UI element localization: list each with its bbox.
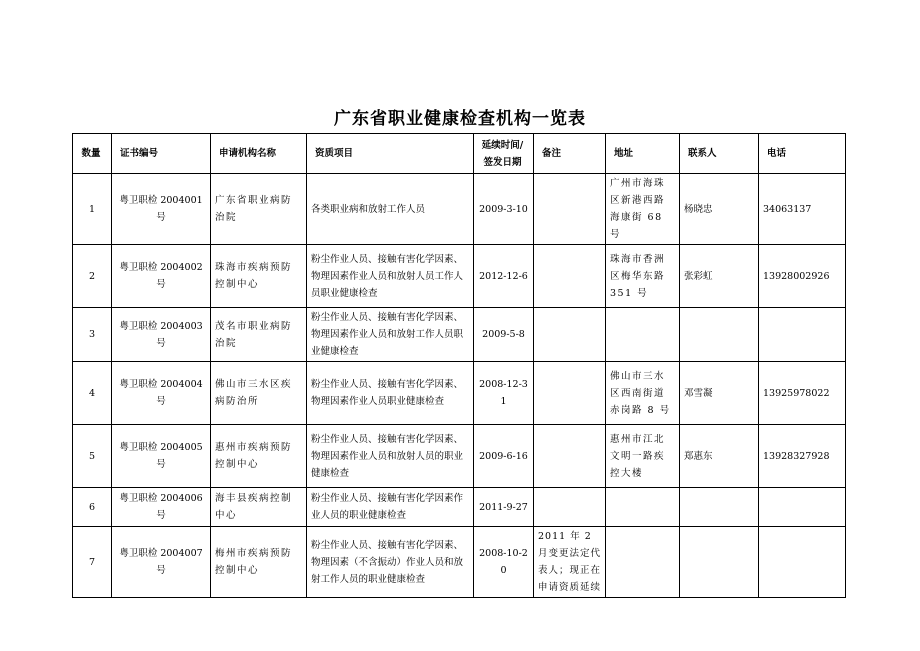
cell-num: 7 [73,527,112,598]
cell-addr: 珠海市香洲区梅华东路 351 号 [606,245,680,308]
header-cert: 证书编号 [112,134,211,174]
cell-num: 5 [73,425,112,488]
cell-addr: 惠州市江北文明一路疾控大楼 [606,425,680,488]
cell-date: 2009-3-10 [474,174,534,245]
cell-contact [680,527,759,598]
header-name: 申请机构名称 [211,134,307,174]
header-contact: 联系人 [680,134,759,174]
cell-name: 梅州市疾病预防控制中心 [211,527,307,598]
header-date-line2: 签发日期 [483,156,522,168]
cell-cert: 粤卫职检 2004003 号 [112,308,211,362]
cell-num: 2 [73,245,112,308]
cell-addr: 佛山市三水区西南街道赤岗路 8 号 [606,362,680,425]
cell-qual: 粉尘作业人员、接触有害化学因素、物理因素作业人员和放射人员工作人员职业健康检查 [307,245,474,308]
cell-name: 惠州市疾病预防控制中心 [211,425,307,488]
table-header-row [73,134,846,174]
cell-note: 2011 年 2 月变更法定代表人；现正在申请资质延续 [534,527,606,598]
institution-table [72,133,846,598]
cell-qual: 粉尘作业人员、接触有害化学因素、物理因素作业人员职业健康检查 [307,362,474,425]
cell-contact: 张彩虹 [680,245,759,308]
cell-phone: 13928002926 [759,245,846,308]
cell-note [534,245,606,308]
cell-date: 2009-6-16 [474,425,534,488]
table-row [73,308,846,362]
table-row [73,488,846,527]
cell-note [534,488,606,527]
cell-cert: 粤卫职检 2004004 号 [112,362,211,425]
cell-date: 2008-12-31 [474,362,534,425]
cell-name: 海丰县疾病控制中心 [211,488,307,527]
header-date-line1: 延续时间/ [481,139,524,151]
cell-date: 2009-5-8 [474,308,534,362]
cell-cert: 粤卫职检 2004005 号 [112,425,211,488]
header-phone: 电话 [759,134,846,174]
header-qual: 资质项目 [307,134,474,174]
page-title: 广东省职业健康检查机构一览表 [334,109,586,129]
cell-contact [680,308,759,362]
cell-cert: 粤卫职检 2004007 号 [112,527,211,598]
cell-num: 3 [73,308,112,362]
table-row [73,362,846,425]
cell-phone [759,527,846,598]
cell-note [534,174,606,245]
cell-contact: 邓雪凝 [680,362,759,425]
cell-contact: 杨晓忠 [680,174,759,245]
cell-qual: 粉尘作业人员、接触有害化学因素、物理因素（不含振动）作业人员和放射工作人员的职业健康检查 [307,527,474,598]
cell-name: 佛山市三水区疾病防治所 [211,362,307,425]
cell-contact [680,488,759,527]
cell-date: 2008-10-20 [474,527,534,598]
header-addr: 地址 [606,134,680,174]
cell-qual: 各类职业病和放射工作人员 [307,174,474,245]
cell-phone: 13925978022 [759,362,846,425]
cell-note [534,425,606,488]
header-note: 备注 [534,134,606,174]
cell-date: 2011-9-27 [474,488,534,527]
cell-name: 广东省职业病防治院 [211,174,307,245]
cell-note [534,308,606,362]
cell-note [534,362,606,425]
cell-addr [606,527,680,598]
table-row [73,245,846,308]
cell-name: 珠海市疾病预防控制中心 [211,245,307,308]
header-num: 数量 [73,134,112,174]
header-date [474,134,534,174]
table-row [73,527,846,598]
cell-num: 6 [73,488,112,527]
cell-addr: 广州市海珠区新港西路海康街 68 号 [606,174,680,245]
cell-contact: 郑惠东 [680,425,759,488]
cell-addr [606,488,680,527]
cell-phone: 13928327928 [759,425,846,488]
cell-date: 2012-12-6 [474,245,534,308]
cell-name: 茂名市职业病防治院 [211,308,307,362]
cell-cert: 粤卫职检 2004002 号 [112,245,211,308]
cell-num: 4 [73,362,112,425]
table-row [73,425,846,488]
cell-cert: 粤卫职检 2004006 号 [112,488,211,527]
cell-phone: 34063137 [759,174,846,245]
table-row [73,174,846,245]
cell-qual: 粉尘作业人员、接触有害化学因素、物理因素作业人员和放射人员的职业健康检查 [307,425,474,488]
cell-qual: 粉尘作业人员、接触有害化学因素作业人员的职业健康检查 [307,488,474,527]
cell-addr [606,308,680,362]
cell-phone [759,308,846,362]
cell-qual: 粉尘作业人员、接触有害化学因素、物理因素作业人员和放射工作人员职业健康检查 [307,308,474,362]
cell-phone [759,488,846,527]
cell-cert: 粤卫职检 2004001 号 [112,174,211,245]
cell-num: 1 [73,174,112,245]
